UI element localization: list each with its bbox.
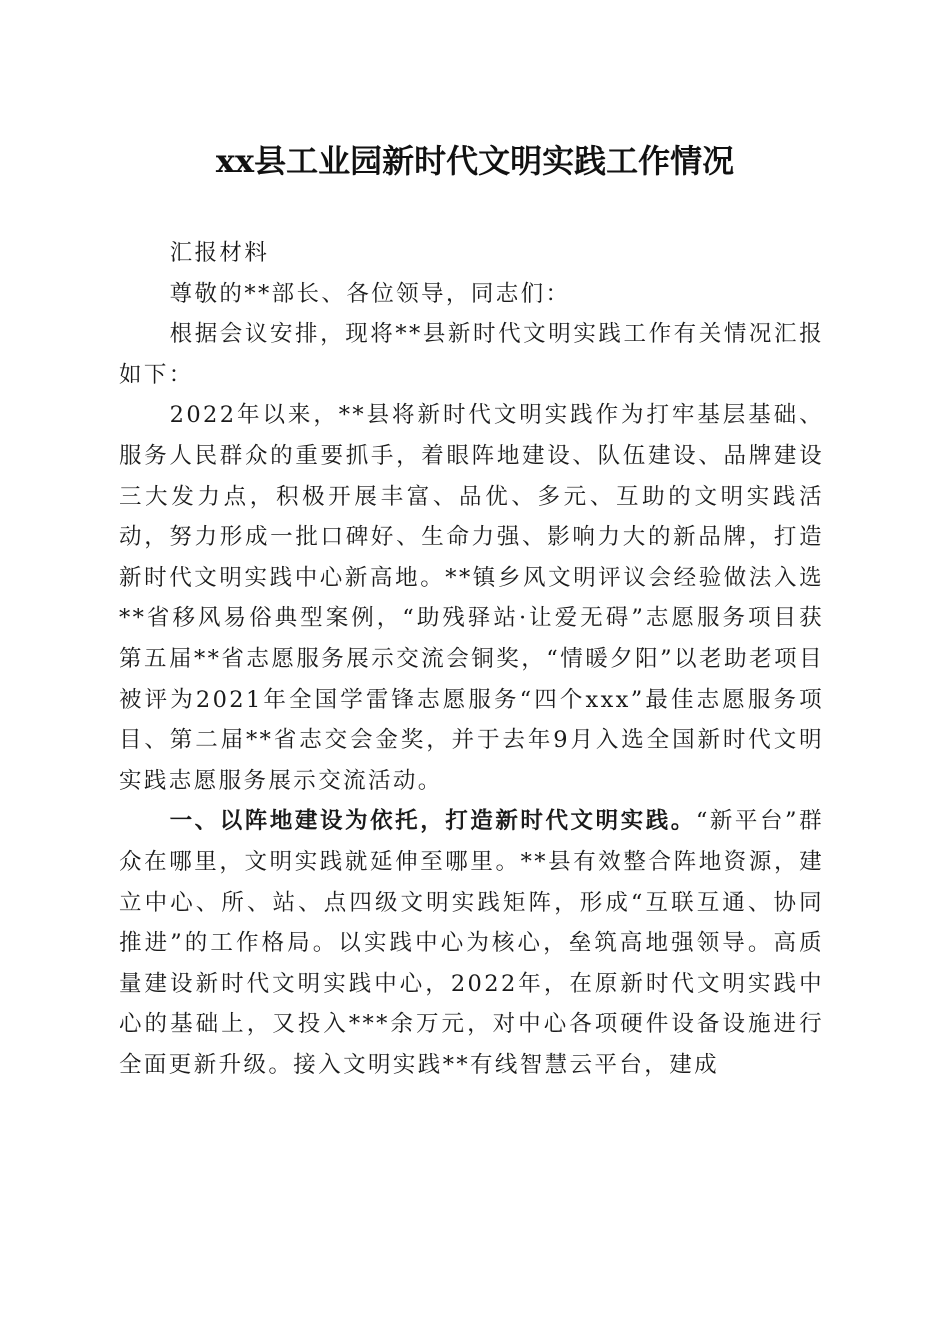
paragraph-salutation: 尊敬的**部长、各位领导，同志们： — [169, 280, 571, 307]
document-body — [119, 233, 824, 1085]
paragraph-overview: 2022年以来，**县将新时代文明实践作为打牢基层基础、服务人民群众的重要抓手，着眼阵地建设、队伍建设、品牌建设三大发力点，积极开展丰富、品优、多元、互助的文明实践活动，努力形成一批口碑好、生命力强、影响力大的新品牌，打造新时代文明实践中心新高地。**镇乡风文明评议会经验做法入选**省移风易俗典型案例，“助残驿站·让爱无碍”志愿服务项目获第五届**省志愿服务展示交流会铜奖，“情暖夕阳”以老助老项目被评为2021年全国学雷锋志愿服务“四个xxx”最佳志愿服务项目、第二届**省志交会金奖，并于去年9月入选全国新时代文明实践志愿服务展示交流活动。 — [119, 402, 824, 794]
document-title: xx县工业园新时代文明实践工作情况 — [215, 142, 735, 180]
paragraph-intro: 根据会议安排，现将**县新时代文明实践工作有关情况汇报如下： — [119, 321, 824, 388]
section-one-heading: 一、以阵地建设为依托，打造新时代文明实践。 — [169, 808, 696, 835]
paragraph-section-one — [119, 801, 824, 1085]
section-one-text: “新平台”群众在哪里，文明实践就延伸至哪里。**县有效整合阵地资源，建立中心、所、站、点四级文明实践矩阵，形成“互联互通、协同推进”的工作格局。以实践中心为核心，垒筑高地强领导。高质量建设新时代文明实践中心，2022年，在原新时代文明实践中心的基础上，又投入***余万元，对中心各项硬件设备设施进行全面更新升级。接入文明实践**有线智慧云平台，建成 — [119, 808, 824, 1078]
paragraph-report-label: 汇报材料 — [169, 240, 270, 266]
